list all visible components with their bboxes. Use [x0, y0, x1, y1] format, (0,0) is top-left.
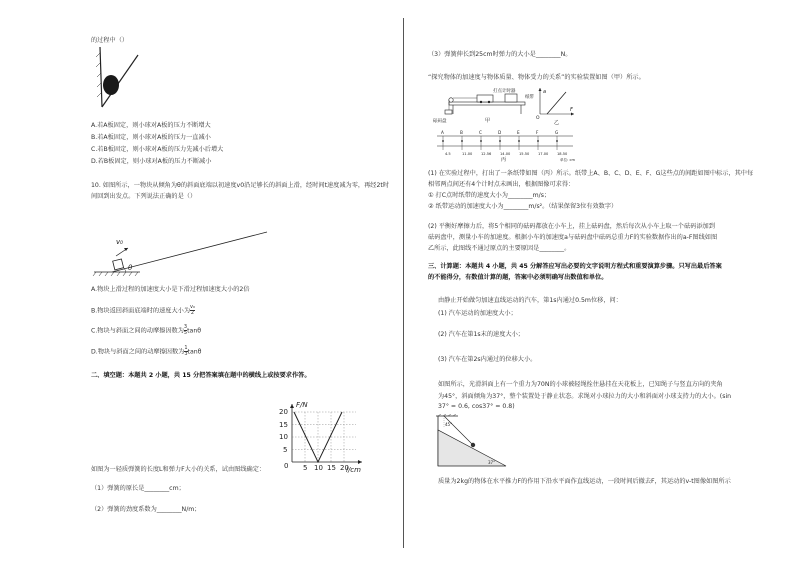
q12-cart — [477, 95, 493, 102]
q10-theta-label: θ — [128, 264, 133, 272]
q13-stem: 由静止开始做匀加速直线运动的汽车，第1s内通过0.5m位移，问： — [438, 297, 622, 304]
q11-sub1: （1）弹簧的原长是________cm； — [91, 485, 185, 492]
tape-point-b: B — [460, 130, 463, 135]
q10-b-num: v₀ — [190, 304, 195, 310]
q9-ball — [103, 75, 119, 95]
q10-b-den: 2 — [190, 310, 195, 316]
q10-option-a: A.物块上滑过程的加速度大小是下滑过程加速度大小的2倍 — [91, 286, 250, 293]
q10-c-tail: tanθ — [187, 327, 202, 335]
tape-label-bing: 丙 — [501, 157, 507, 162]
q12-weight-pan — [445, 110, 452, 114]
q12-pulley — [449, 98, 453, 102]
tape-point-g: G — [555, 130, 559, 135]
q14-ball — [471, 443, 475, 447]
xtick-10: 10 — [314, 464, 323, 472]
q15-stem: 质量为2kg的物体在水平推力F的作用下沿水平面作直线运动，一段时间后撤去F，其运动的v-t图像如图所示 — [438, 478, 731, 485]
q10-option-b — [91, 305, 195, 316]
q14-label-37: 37° — [488, 460, 496, 465]
q13-sub3: (3) 汽车在第2s内通过的位移大小。 — [438, 356, 537, 363]
q10-c-den: 5 — [183, 330, 188, 336]
q12-af-graph — [530, 86, 580, 126]
q12-label-pan: 砝码盘 — [433, 119, 447, 124]
q10-option-c — [91, 325, 201, 336]
q10-figure — [92, 230, 272, 280]
q12-s2-line3: 乙所示，此图线不通过原点的主要原因是________。 — [428, 245, 571, 252]
q10-v0-label: v₀ — [116, 238, 123, 246]
ytick-5: 5 — [283, 446, 288, 454]
section-2-heading: 二、填空题：本题共 2 小题，共 15 分把答案填在题中的横线上或按要求作答。 — [91, 372, 311, 379]
tape-value-1: 4.5 — [445, 152, 451, 156]
ytick-20: 20 — [279, 408, 288, 416]
q9-option-b: B.若A板固定，则小球对A板的压力一直减小 — [91, 134, 211, 141]
tape-value-2: 11.00 — [462, 152, 473, 156]
q10-option-d — [91, 346, 201, 357]
tape-point-d: D — [498, 130, 502, 135]
q14-stem-line3: 37° = 0.6, cos37° = 0.8) — [438, 403, 515, 410]
q10-incline — [112, 232, 267, 272]
q12-s1-a: ① 打C点时纸带的速度大小为________m/s； — [428, 192, 551, 199]
q12-s2-line1: (2) 平衡好摩擦力后，将5个相同的砝码都放在小车上，挂上砝码盘，然后每次从小车上取一个砝码添加到 — [428, 223, 715, 230]
q12-s2-line2: 砝码盘中，测量小车的加速度。根据小车的加速度a与砝码盘中砝码总重力F的实验数据作出的a-F图线如图 — [428, 234, 718, 241]
tape-value-3: 12.56 — [481, 152, 492, 156]
q9-board-b — [96, 47, 102, 107]
tape-value-4: 14.00 — [500, 152, 511, 156]
q9-stem-tail: 的过程中（） — [91, 37, 129, 44]
q12-label-timer: 打点计时器 — [493, 89, 516, 94]
tape-point-f: F — [536, 130, 539, 135]
tape-value-7: 18.50 — [557, 152, 568, 156]
q12-s1-line1: (1) 在实验过程中，打出了一条纸带如图（丙）所示。纸带上A、B、C、D、E、F、G这些点的间距如图中标示，其中每 — [428, 170, 754, 177]
tape-value-5: 15.50 — [519, 152, 530, 156]
q12-af-line — [547, 92, 566, 114]
q10-stem-line2: 间回到出发点。下列说法正确的是（） — [91, 193, 197, 200]
q10-c-num: 3 — [183, 324, 188, 330]
q10-option-d-text: D.物块与斜面之间的动摩擦因数为 — [91, 348, 185, 356]
spring-graph — [270, 398, 370, 476]
tape-unit: 单位: cm — [560, 158, 576, 162]
q12-s1-b: ② 纸带运动的加速度大小为________m/s²。（结果保留3位有效数字） — [428, 203, 618, 210]
q14-stem-line1: 如图所示，光滑斜面上有一个重力为70N的小球被轻绳拴住悬挂在天花板上，已知绳子与竖直方向的夹角 — [438, 381, 723, 388]
xtick-15: 15 — [327, 464, 336, 472]
q9-option-d: D.若B板固定，则小球对A板的压力不断减小 — [91, 158, 212, 165]
tape-point-e: E — [517, 130, 520, 135]
tape-point-a: A — [441, 130, 444, 135]
section-3-heading-line2: 的不能得分，有数值计算的题，答案中必须明确写出数值和单位。 — [428, 274, 608, 281]
graph-xlabel: l/cm — [346, 466, 361, 474]
ytick-0: 0 — [284, 462, 289, 470]
xtick-5: 5 — [303, 464, 308, 472]
q13-sub2: (2) 汽车在第1s末的速度大小； — [438, 331, 524, 338]
q10-d-tail: tanθ — [187, 348, 202, 356]
q12-label-tape: 纸带 — [525, 95, 534, 100]
q14-figure — [436, 414, 512, 468]
column-divider — [403, 18, 404, 548]
ytick-15: 15 — [279, 421, 288, 429]
q10-d-num: 1 — [184, 345, 188, 351]
q14-stem-line2: 为45°，斜面倾角为37°，整个装置处于静止状态。求绳对小球拉力的大小和斜面对小球支持力的大小。(sin — [438, 393, 732, 400]
q9-figure — [94, 45, 144, 110]
q12-tape-figure — [433, 128, 583, 162]
q14-incline — [438, 430, 506, 466]
q12-label-F: F — [570, 107, 573, 113]
graph-ylabel: F/N — [296, 401, 308, 409]
q12-label-O: O — [536, 116, 540, 121]
q11-sub3: （3）弹簧伸长到25cm时弹力的大小是________N。 — [428, 51, 572, 58]
q13-sub1: (1) 汽车运动的加速度大小； — [438, 310, 517, 317]
q12-s1-line2: 相邻两点间还有4个计时点未画出，根据图像可求得： — [428, 181, 575, 188]
q10-block — [113, 259, 124, 270]
q9-option-c: C.若B板固定，则小球对A板的压力先减小后增大 — [91, 146, 224, 153]
q12-label-jia: 甲 — [485, 118, 491, 124]
q10-option-c-text: C.物块与斜面之间的动摩擦因数为 — [91, 327, 184, 335]
q12-label-a: a — [543, 89, 547, 95]
ytick-10: 10 — [279, 433, 288, 441]
q10-d-den: 3 — [184, 351, 188, 357]
q12-label-yi: 乙 — [554, 120, 560, 126]
q14-label-45: 45° — [445, 422, 453, 427]
q9-option-a: A.若A板固定，则小球对A板的压力不断增大 — [91, 122, 211, 129]
xtick-20: 20 — [340, 464, 349, 472]
section-3-heading-line1: 三、计算题：本题共 4 小题，共 45 分解答应写出必要的文字说明方程式和重要演算步骤。只写出最后答案 — [428, 263, 722, 270]
q12-intro: “探究物体的加速度与物体质量、物体受力的关系”的实验装置如图（甲）所示。 — [428, 74, 645, 81]
q12-timer — [505, 94, 517, 102]
q10-option-b-text: B.物块返回斜面底端时的速度大小为 — [91, 307, 191, 315]
tape-point-c: C — [479, 130, 482, 135]
q11-sub2: （2）弹簧的劲度系数为________N/m； — [91, 506, 201, 513]
tape-value-6: 17.00 — [538, 152, 549, 156]
q10-stem-line1: 10. 如图所示，一物块从倾角为θ的斜面底端以初速度v0沿足够长的斜面上滑，经时间t速度减为零，再经2t时 — [91, 182, 390, 189]
q11-stem: 如图为一轻质弹簧的长度L和弹力F大小的关系，试由图线确定： — [91, 466, 266, 473]
q12-table — [449, 102, 525, 105]
